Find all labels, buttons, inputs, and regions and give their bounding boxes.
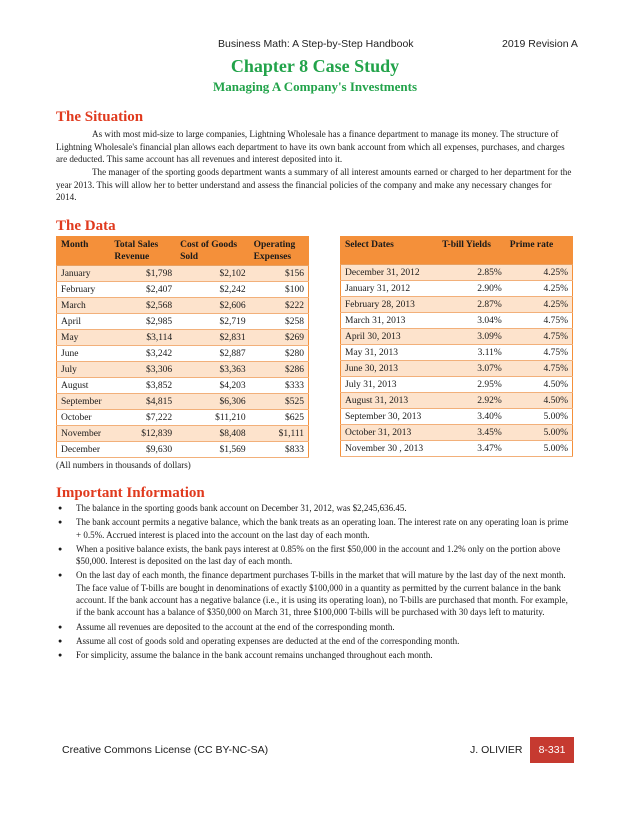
table-row [57,330,309,346]
table-cell: June 30, 2013 [341,361,439,377]
table-cell: March [57,298,111,314]
table-cell: March 31, 2013 [341,313,439,329]
table-row [57,426,309,442]
table-cell: April 30, 2013 [341,329,439,345]
table-cell: $3,114 [110,330,176,346]
table-row [341,297,573,313]
table-cell: 4.50% [506,377,573,393]
table-cell: July 31, 2013 [341,377,439,393]
footer-license: Creative Commons License (CC BY-NC-SA) [62,744,269,756]
table-cell: 3.45% [438,425,506,441]
table-cell: 3.04% [438,313,506,329]
table-cell: July [57,362,111,378]
list-item: ● When a positive balance exists, the bank pays interest at 0.85% on the first $50,000 in the account and 1.2% only on the portion above $50,000. Interest is deposited on the last day of each month. [56,543,573,568]
table-cell: $2,831 [176,330,250,346]
table-cell: $2,102 [176,266,250,282]
table-cell: September [57,394,111,410]
table-cell: $280 [250,346,309,362]
table-cell: 4.75% [506,361,573,377]
table-cell: December [57,442,111,458]
important-bullet-list [56,502,573,664]
table-cell: 5.00% [506,441,573,457]
table-row [57,282,309,298]
table-cell: June [57,346,111,362]
table-row [341,313,573,329]
table-header-row [57,237,309,266]
table-cell: 4.25% [506,281,573,297]
table-cell: $8,408 [176,426,250,442]
table-cell: 4.75% [506,345,573,361]
footer-author: J. OLIVIER [470,744,523,756]
table-cell: 4.25% [506,297,573,313]
table-cell: $9,630 [110,442,176,458]
col-header-select-dates: Select Dates [341,237,439,265]
table-row [57,394,309,410]
table-row [341,393,573,409]
table-cell: $12,839 [110,426,176,442]
table-row [57,298,309,314]
table-row [341,377,573,393]
list-item: ● Assume all cost of goods sold and operating expenses are deducted at the end of the corresponding month. [56,635,573,647]
table-cell: December 31, 2012 [341,265,439,281]
table-row [57,362,309,378]
table-cell: $625 [250,410,309,426]
col-header-prime-rate: Prime rate [506,237,573,265]
table-row [57,410,309,426]
table-cell: May 31, 2013 [341,345,439,361]
table-cell: $525 [250,394,309,410]
table-cell: 3.40% [438,409,506,425]
table-row [57,314,309,330]
situation-paragraph-1: As with most mid-size to large companies, Lightning Wholesale has a finance department to manage its money. The structure of Lightning Wholesale's financial plan allows each department to have its own bank account from which all expenses, purchases, and charges are deducted. This same account has all revenues and interest deposited into it. [56,129,565,164]
table-row [57,346,309,362]
list-item: ● The bank account permits a negative balance, which the bank treats as an operating loan. The interest rate on any operating loan is prime + 0.5%. Accrued interest is placed into the account on the last day of each month. [56,516,573,541]
table-cell: $269 [250,330,309,346]
table-cell: $7,222 [110,410,176,426]
table-cell: $4,815 [110,394,176,410]
table-cell: 2.92% [438,393,506,409]
table-cell: 3.07% [438,361,506,377]
table-cell: February 28, 2013 [341,297,439,313]
table-cell: $1,111 [250,426,309,442]
table-cell: $2,568 [110,298,176,314]
table-row [341,265,573,281]
table-cell: $2,606 [176,298,250,314]
header-revision: 2019 Revision A [502,38,578,50]
table-cell: 2.90% [438,281,506,297]
data-note: (All numbers in thousands of dollars) [56,460,191,470]
table-cell: $2,242 [176,282,250,298]
table-cell: $156 [250,266,309,282]
table-row [341,281,573,297]
table-cell: 2.95% [438,377,506,393]
page-subtitle: Managing A Company's Investments [212,79,418,94]
table-cell: 3.09% [438,329,506,345]
table-cell: September 30, 2013 [341,409,439,425]
table-cell: January 31, 2012 [341,281,439,297]
table-cell: 4.75% [506,313,573,329]
table-cell: 5.00% [506,409,573,425]
table-row [341,329,573,345]
table-cell: January [57,266,111,282]
table-cell: 2.85% [438,265,506,281]
important-heading: Important Information [56,485,205,501]
table-row [57,266,309,282]
col-header-opex: Operating Expenses [250,237,309,266]
table-cell: $2,887 [176,346,250,362]
table-cell: $11,210 [176,410,250,426]
table-cell: August 31, 2013 [341,393,439,409]
monthly-data-table [56,236,309,458]
table-cell: $100 [250,282,309,298]
table-cell: 2.87% [438,297,506,313]
table-cell: $3,363 [176,362,250,378]
table-row [341,345,573,361]
table-cell: October [57,410,111,426]
table-cell: April [57,314,111,330]
table-row [341,425,573,441]
table-row [341,409,573,425]
page-number: 8-331 [530,737,574,763]
table-cell: $2,719 [176,314,250,330]
table-cell: $833 [250,442,309,458]
table-row [57,442,309,458]
table-cell: 4.50% [506,393,573,409]
table-row [341,361,573,377]
situation-paragraph-2: The manager of the sporting goods department wants a summary of all interest amounts earned or charged to her department for the year 2013. This will allow her to better understand and assess the financial policies of the company and make any necessary changes for 2014. [56,167,572,202]
list-item: ● The balance in the sporting goods bank account on December 31, 2012, was $2,245,636.45. [56,502,573,514]
col-header-tbill-yields: T-bill Yields [438,237,506,265]
page-title: Chapter 8 Case Study [230,56,400,76]
table-cell: $286 [250,362,309,378]
table-cell: 3.11% [438,345,506,361]
header-book-title: Business Math: A Step-by-Step Handbook [218,38,414,50]
table-row [57,378,309,394]
table-cell: $3,852 [110,378,176,394]
table-cell: November 30 , 2013 [341,441,439,457]
table-cell: $3,242 [110,346,176,362]
situation-heading: The Situation [56,109,144,125]
table-cell: $6,306 [176,394,250,410]
table-cell: 4.25% [506,265,573,281]
table-cell: $333 [250,378,309,394]
table-cell: February [57,282,111,298]
table-cell: October 31, 2013 [341,425,439,441]
data-heading: The Data [56,218,116,234]
table-cell: $4,203 [176,378,250,394]
table-cell: 4.75% [506,329,573,345]
col-header-revenue: Total Sales Revenue [110,237,176,266]
col-header-month: Month [57,237,111,266]
col-header-cogs: Cost of Goods Sold [176,237,250,266]
table-cell: 5.00% [506,425,573,441]
table-cell: November [57,426,111,442]
table-cell: $3,306 [110,362,176,378]
table-cell: August [57,378,111,394]
list-item: ● On the last day of each month, the finance department purchases T-bills in the market that will mature by the last day of the next month. The face value of T-bills are bought in denominations of exactly $100,000 in a quantity as permitted by the current balance in the bank account. If the bank account has a negative balance (i.e., it is using its operating loan), no T-bills are purchased that month. For example, if the bank account has a balance of $350,000 on March 31, three $100,000 T-bills will be purchased with 30 days left to maturity. [56,569,573,618]
table-cell: $2,407 [110,282,176,298]
table-cell: 3.47% [438,441,506,457]
table-cell: $1,798 [110,266,176,282]
table-cell: $2,985 [110,314,176,330]
table-cell: $222 [250,298,309,314]
rates-data-table [340,236,573,457]
list-item: ● Assume all revenues are deposited to the account at the end of the corresponding month. [56,621,573,633]
table-header-row [341,237,573,265]
list-item: ● For simplicity, assume the balance in the bank account remains unchanged throughout each month. [56,649,573,661]
table-cell: May [57,330,111,346]
table-cell: $258 [250,314,309,330]
table-row [341,441,573,457]
table-cell: $1,569 [176,442,250,458]
